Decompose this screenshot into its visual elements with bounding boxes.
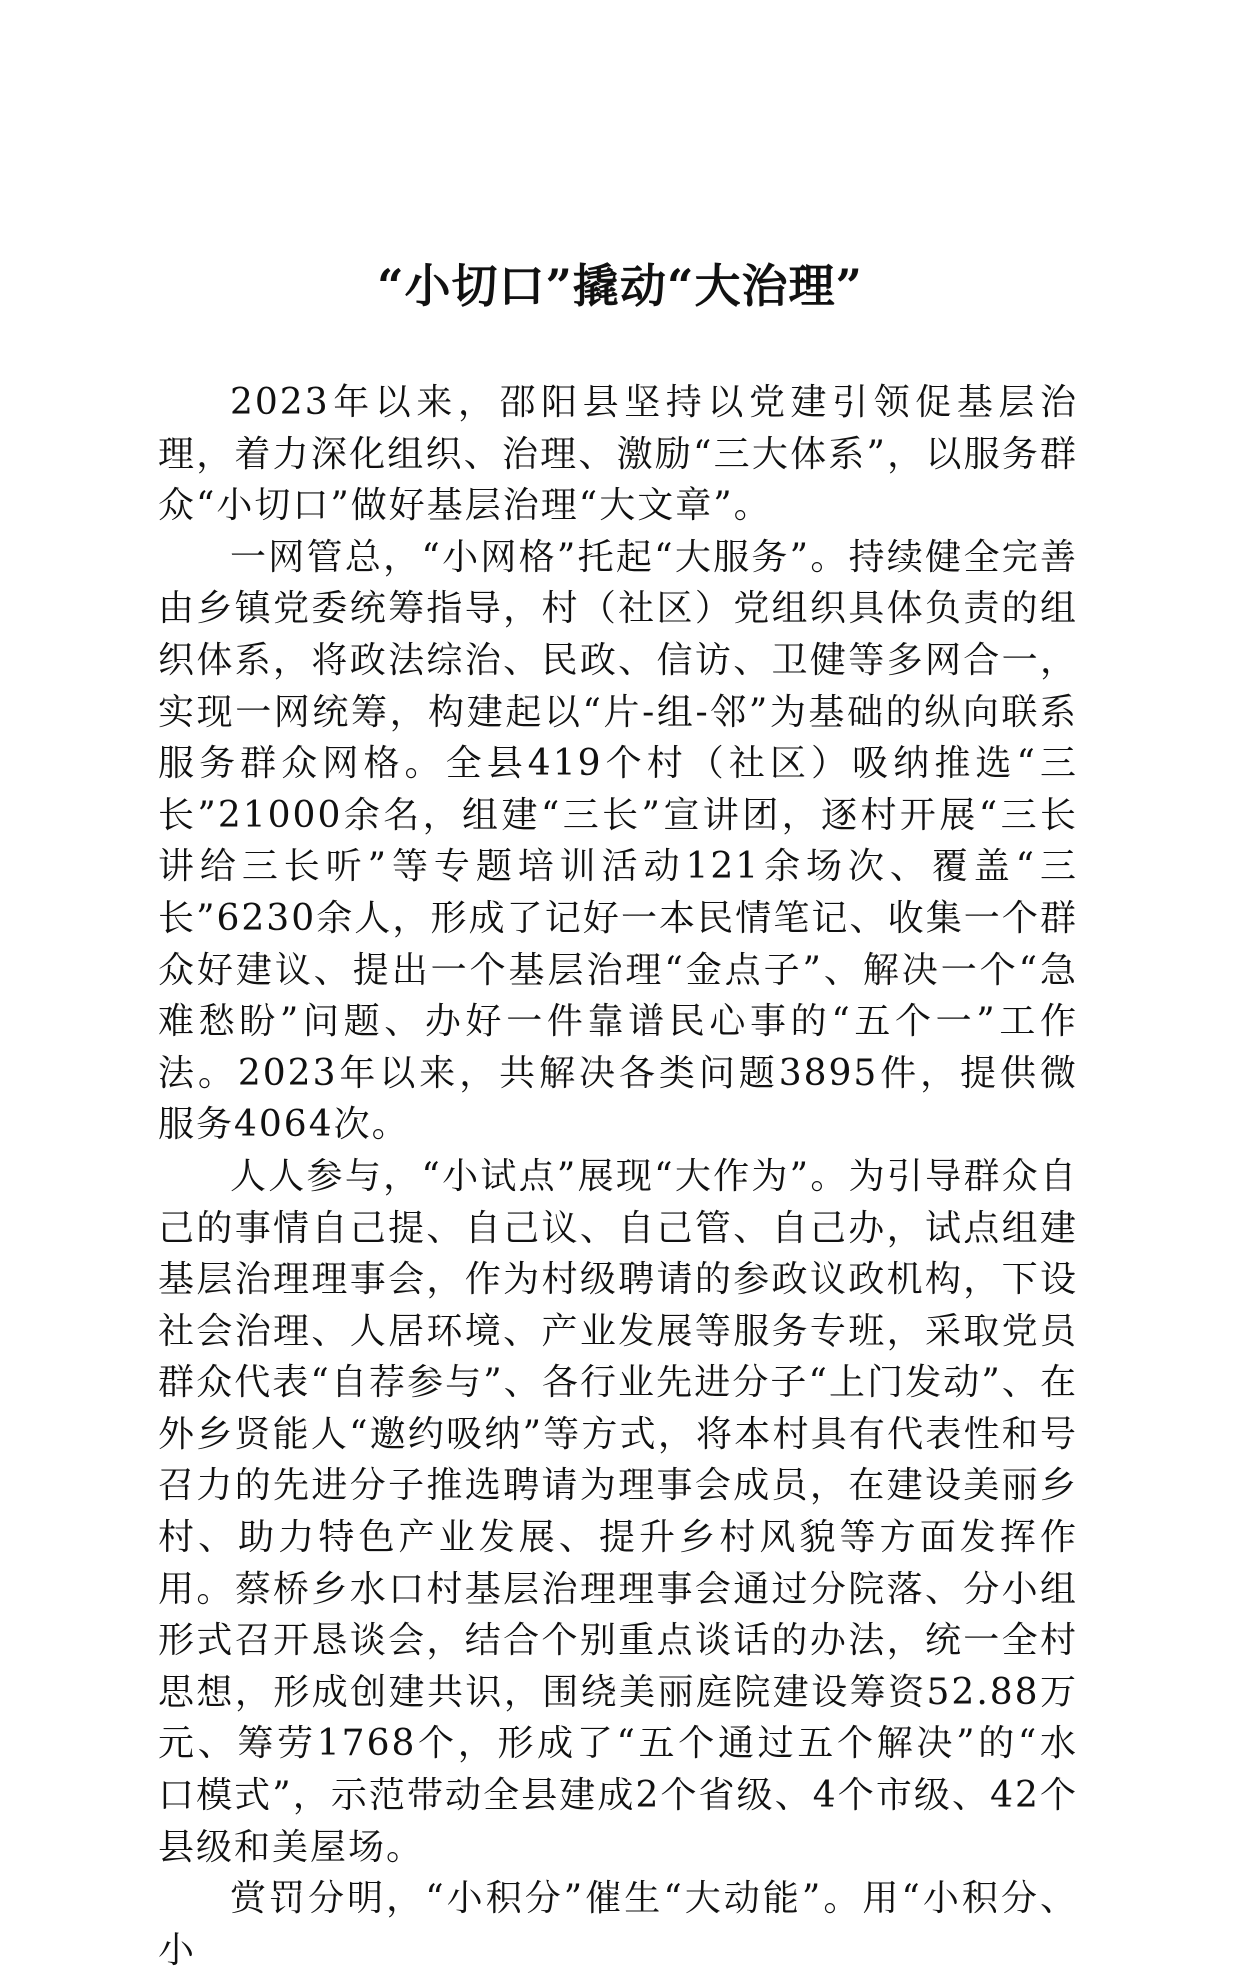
paragraph-grid-service: 一网管总，“小网格”托起“大服务”。持续健全完善由乡镇党委统筹指导，村（社区）党组织具体负责的组织体系，将政法综治、民政、信访、卫健等多网合一，实现一网统筹，构建起以“片-组-邻”为基础的纵向联系服务群众网格。全县419个村（社区）吸纳推选“三长”21000余名，组建“三长”宣讲团，逐村开展“三长讲给三长听”等专题培训活动121余场次、覆盖“三长”6230余人，形成了记好一本民情笔记、收集一个群众好建议、提出一个基层治理“金点子”、解决一个“急难愁盼”问题、办好一件靠谱民心事的“五个一”工作法。2023年以来，共解决各类问题3895件，提供微服务4064次。 [158, 536, 1078, 1146]
paragraph-pilot-council: 人人参与，“小试点”展现“大作为”。为引导群众自己的事情自己提、自己议、自己管、自己办，试点组建基层治理理事会，作为村级聘请的参政议政机构，下设社会治理、人居环境、产业发展等服务专班，采取党员群众代表“自荐参与”、各行业先进分子“上门发动”、在外乡贤能人“邀约吸纳”等方式，将本村具有代表性和号召力的先进分子推选聘请为理事会成员，在建设美丽乡村、助力特色产业发展、提升乡村风貌等方面发挥作用。蔡桥乡水口村基层治理理事会通过分院落、分小组形式召开恳谈会，结合个别重点谈话的办法，统一全村思想，形成创建共识，围绕美丽庭院建设筹资52.88万元、筹劳1768个，形成了“五个通过五个解决”的“水口模式”，示范带动全县建成2个省级、4个市级、42个县级和美屋场。 [158, 1155, 1078, 1868]
document-body [158, 377, 1078, 1976]
paragraph-points-incentive: 赏罚分明，“小积分”催生“大动能”。用“小积分、小 [158, 1878, 1078, 1971]
document-title: “小切口”撬动“大治理” [377, 259, 863, 313]
paragraph-intro: 2023年以来，邵阳县坚持以党建引领促基层治理，着力深化组织、治理、激励“三大体系”，以服务群众“小切口”做好基层治理“大文章”。 [158, 382, 1078, 527]
